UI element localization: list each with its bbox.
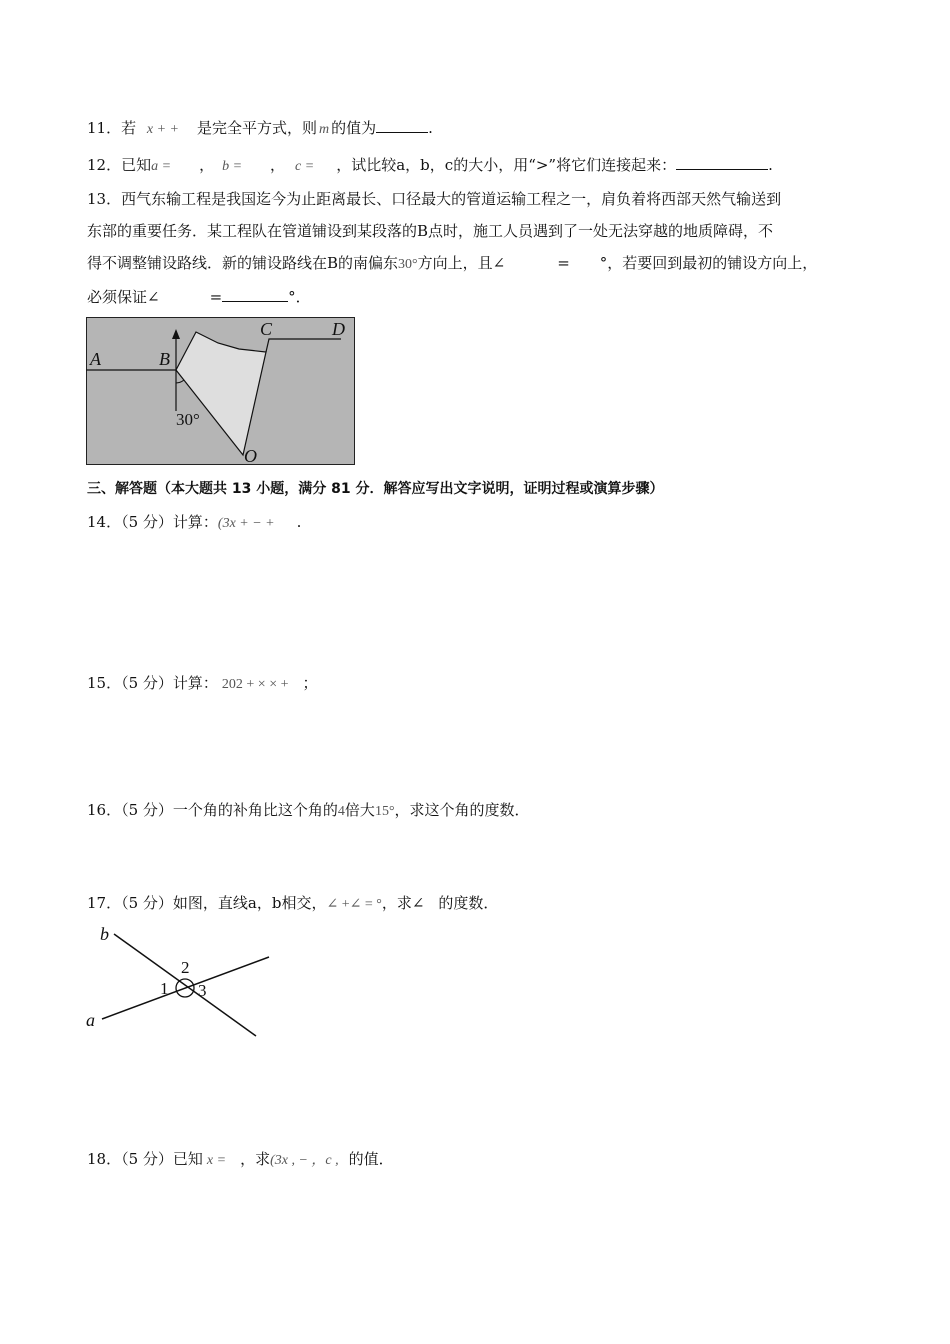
question-13-line-4: 必须保证∠ = °． [87,288,311,306]
question-11: 11．若 x + + 是完全平方式，则 m 的值为 . [87,119,433,137]
question-14: 14．（5 分）计算：(3x + − + . [87,513,302,531]
math-expression: 202 + × × + [221,677,289,692]
label-angle-3: 3 [198,981,207,1000]
section-heading-3: 三、解答题（本大题共 13 小题，满分 81 分．解答应写出文字说明，证明过程或演算步骤） [87,481,664,497]
line-b [114,934,256,1036]
question-number: 16． [87,801,122,819]
question-number: 18． [87,1150,122,1168]
question-13-line-2: 东部的重要任务．某工程队在管道铺设到某段落的B点时，施工人员遇到了一处无法穿越的地质障碍，不 [87,222,774,240]
math-expression: b = [222,159,243,174]
label-C: C [260,319,273,339]
label-angle-30: 30° [176,410,200,429]
question-number: 13． [87,190,122,208]
question-number: 12． [87,156,122,174]
answer-blank[interactable] [376,118,428,133]
question-number: 11． [87,119,122,137]
question-15: 15．（5 分）计算： 202 + × × + ； [87,674,318,692]
label-line-b: b [100,924,109,944]
question-17: 17．（5 分）如图，直线a，b相交，∠ +∠ = °，求∠ 的度数． [87,894,499,912]
math-expression: ∠ +∠ = ° [326,897,382,912]
answer-blank[interactable] [676,155,768,170]
question-number: 15． [87,674,122,692]
label-line-a: a [86,1010,95,1030]
label-D: D [332,319,345,339]
question-number: 14． [87,513,122,531]
answer-blank[interactable] [222,287,288,302]
pipeline-figure [86,317,356,466]
question-12: 12．已知a = ， b = ， c = ，试比较a，b，c的大小，用“>”将它们连接起来： . [87,156,773,174]
label-angle-1: 1 [160,979,169,998]
question-13-line-3: 得不调整铺设路线．新的铺设路线在B的南偏东30°方向上，且∠ = °，若要回到最初的铺设方向上， [87,254,818,272]
math-expression: c = [295,159,315,174]
question-13-line-1: 13．西气东输工程是我国迄今为止距离最长、口径最大的管道运输工程之一，肩负着将西部天然气输送到 [87,190,782,208]
math-expression: x = [206,1153,227,1168]
question-number: 17． [87,894,122,912]
math-variable: m [319,122,330,137]
label-angle-2: 2 [181,958,190,977]
label-O: O [244,446,257,466]
intersecting-lines-figure [82,922,274,1040]
math-expression: a = [151,159,172,174]
math-expression: (3x , − ，c , [270,1153,339,1168]
question-18: 18．（5 分）已知 x = ，求(3x , − ，c , 的值． [87,1150,394,1168]
label-B: B [159,349,170,369]
question-16: 16．（5 分）一个角的补角比这个角的4倍大15°，求这个角的度数． [87,801,530,819]
math-expression: (3x + − + [217,516,275,531]
math-expression: x + + [146,122,179,137]
label-A: A [90,349,101,369]
